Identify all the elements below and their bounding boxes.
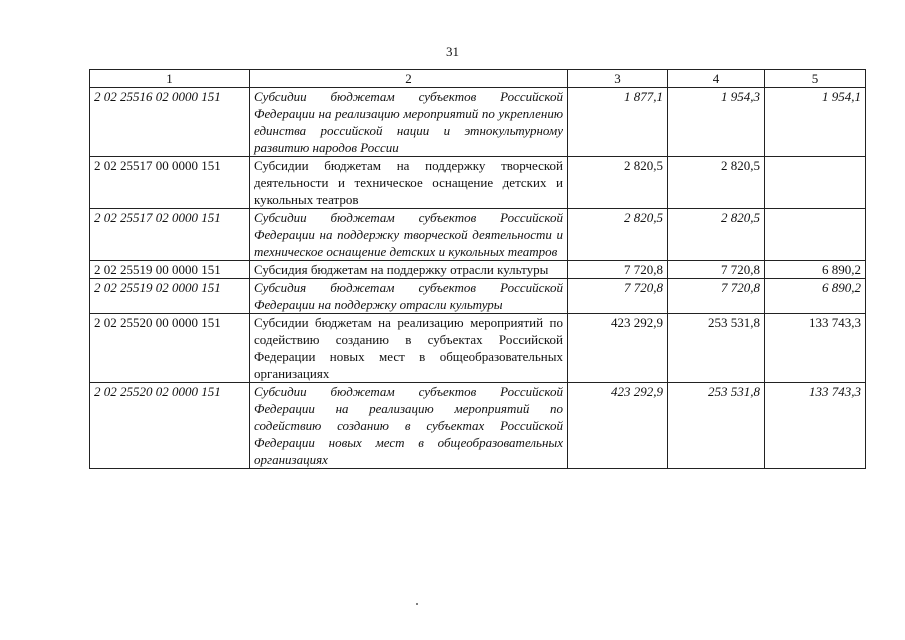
row-value-col4: 253 531,8	[668, 314, 765, 383]
row-value-col5: 6 890,2	[765, 261, 866, 279]
row-value-col5: 133 743,3	[765, 314, 866, 383]
row-value-col3: 7 720,8	[568, 261, 668, 279]
row-code: 2 02 25520 00 0000 151	[90, 314, 250, 383]
row-value-col5	[765, 209, 866, 261]
row-value-col4: 2 820,5	[668, 157, 765, 209]
row-value-col3: 423 292,9	[568, 314, 668, 383]
header-col-1: 1	[90, 70, 250, 88]
row-value-col3: 423 292,9	[568, 383, 668, 469]
row-value-col5	[765, 157, 866, 209]
table-body	[90, 88, 866, 469]
budget-table	[89, 69, 866, 469]
stray-dot	[416, 603, 418, 605]
row-description: Субсидии бюджетам на поддержку творческой деятельности и техническое оснащение детских и кукольных театров	[250, 157, 568, 209]
table-row	[90, 261, 866, 279]
header-col-5: 5	[765, 70, 866, 88]
row-value-col3: 2 820,5	[568, 157, 668, 209]
row-value-col3: 1 877,1	[568, 88, 668, 157]
row-value-col5: 1 954,1	[765, 88, 866, 157]
row-value-col5: 6 890,2	[765, 279, 866, 314]
row-description: Субсидии бюджетам на реализацию мероприятий по содействию созданию в субъектах Российской Федерации новых мест в общеобразовательных организациях	[250, 314, 568, 383]
table-row	[90, 157, 866, 209]
row-description: Субсидия бюджетам на поддержку отрасли культуры	[250, 261, 568, 279]
row-code: 2 02 25517 02 0000 151	[90, 209, 250, 261]
table-row	[90, 88, 866, 157]
row-description: Субсидии бюджетам субъектов Российской Федерации на реализацию мероприятий по укреплению единства российской нации и этнокультурному развитию народов России	[250, 88, 568, 157]
row-value-col5: 133 743,3	[765, 383, 866, 469]
row-value-col4: 1 954,3	[668, 88, 765, 157]
row-code: 2 02 25520 02 0000 151	[90, 383, 250, 469]
row-value-col4: 7 720,8	[668, 261, 765, 279]
table-row	[90, 209, 866, 261]
header-col-4: 4	[668, 70, 765, 88]
header-col-3: 3	[568, 70, 668, 88]
page-number: 31	[446, 44, 459, 59]
row-value-col3: 2 820,5	[568, 209, 668, 261]
table-header-row	[90, 70, 866, 88]
row-value-col4: 253 531,8	[668, 383, 765, 469]
row-code: 2 02 25516 02 0000 151	[90, 88, 250, 157]
row-code: 2 02 25519 02 0000 151	[90, 279, 250, 314]
row-value-col3: 7 720,8	[568, 279, 668, 314]
header-col-2: 2	[250, 70, 568, 88]
table-row	[90, 314, 866, 383]
table-row	[90, 279, 866, 314]
row-value-col4: 2 820,5	[668, 209, 765, 261]
row-code: 2 02 25519 00 0000 151	[90, 261, 250, 279]
row-value-col4: 7 720,8	[668, 279, 765, 314]
row-description: Субсидии бюджетам субъектов Российской Федерации на реализацию мероприятий по содействию созданию в субъектах Российской Федерации новых мест в общеобразовательных организациях	[250, 383, 568, 469]
row-code: 2 02 25517 00 0000 151	[90, 157, 250, 209]
table-row	[90, 383, 866, 469]
row-description: Субсидии бюджетам субъектов Российской Федерации на поддержку творческой деятельности и техническое оснащение детских и кукольных театров	[250, 209, 568, 261]
row-description: Субсидия бюджетам субъектов Российской Федерации на поддержку отрасли культуры	[250, 279, 568, 314]
